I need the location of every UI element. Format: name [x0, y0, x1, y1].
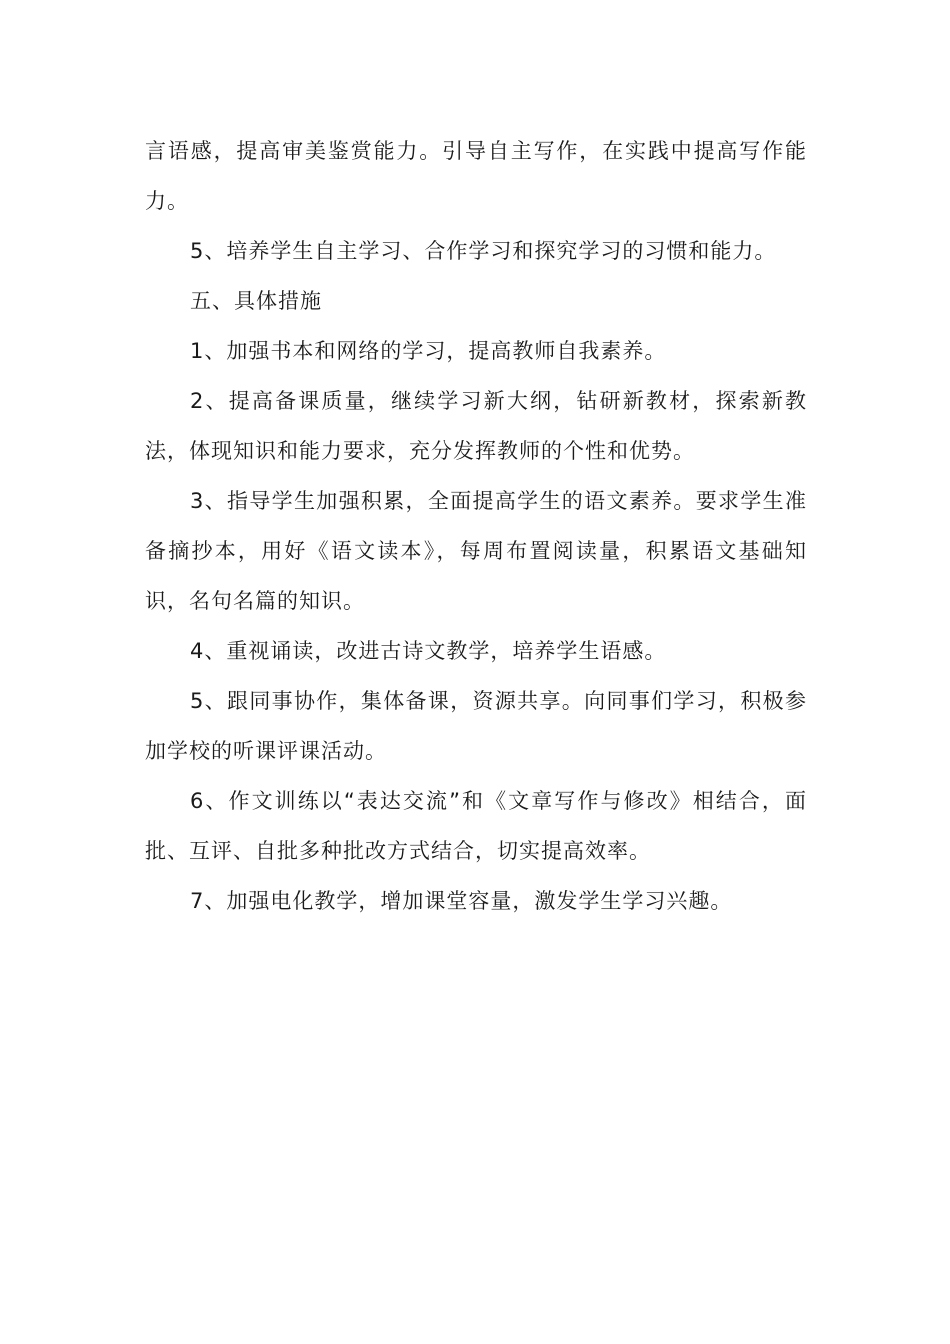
paragraph-measure-1: 1、加强书本和网络的学习，提高教师自我素养。: [190, 339, 667, 363]
paragraph-measure-5: 5、跟同事协作，集体备课，资源共享。向同事们学习，积极参加学校的听课评课活动。: [145, 689, 807, 763]
paragraph-measure-6: 6、作文训练以“表达交流”和《文章写作与修改》相结合，面批、互评、自批多种批改方式结合，切实提高效率。: [145, 789, 807, 863]
paragraph-measure-7: 7、加强电化教学，增加课堂容量，激发学生学习兴趣。: [190, 889, 733, 913]
paragraph-continuation: 言语感，提高审美鉴赏能力。引导自主写作，在实践中提高写作能力。: [145, 139, 807, 213]
paragraph-measure-3: 3、指导学生加强积累，全面提高学生的语文素养。要求学生准备摘抄本，用好《语文读本》，每周布置阅读量，积累语文基础知识，名句名篇的知识。: [145, 489, 807, 613]
paragraph-measure-2: 2、提高备课质量，继续学习新大纲，钻研新教材，探索新教法，体现知识和能力要求，充分发挥教师的个性和优势。: [145, 389, 807, 463]
paragraph-measure-4: 4、重视诵读，改进古诗文教学，培养学生语感。: [190, 639, 667, 663]
section-heading-measures: 五、具体措施: [190, 289, 322, 313]
paragraph-goal-5: 5、培养学生自主学习、合作学习和探究学习的习惯和能力。: [190, 239, 777, 263]
document-body: [145, 126, 807, 926]
